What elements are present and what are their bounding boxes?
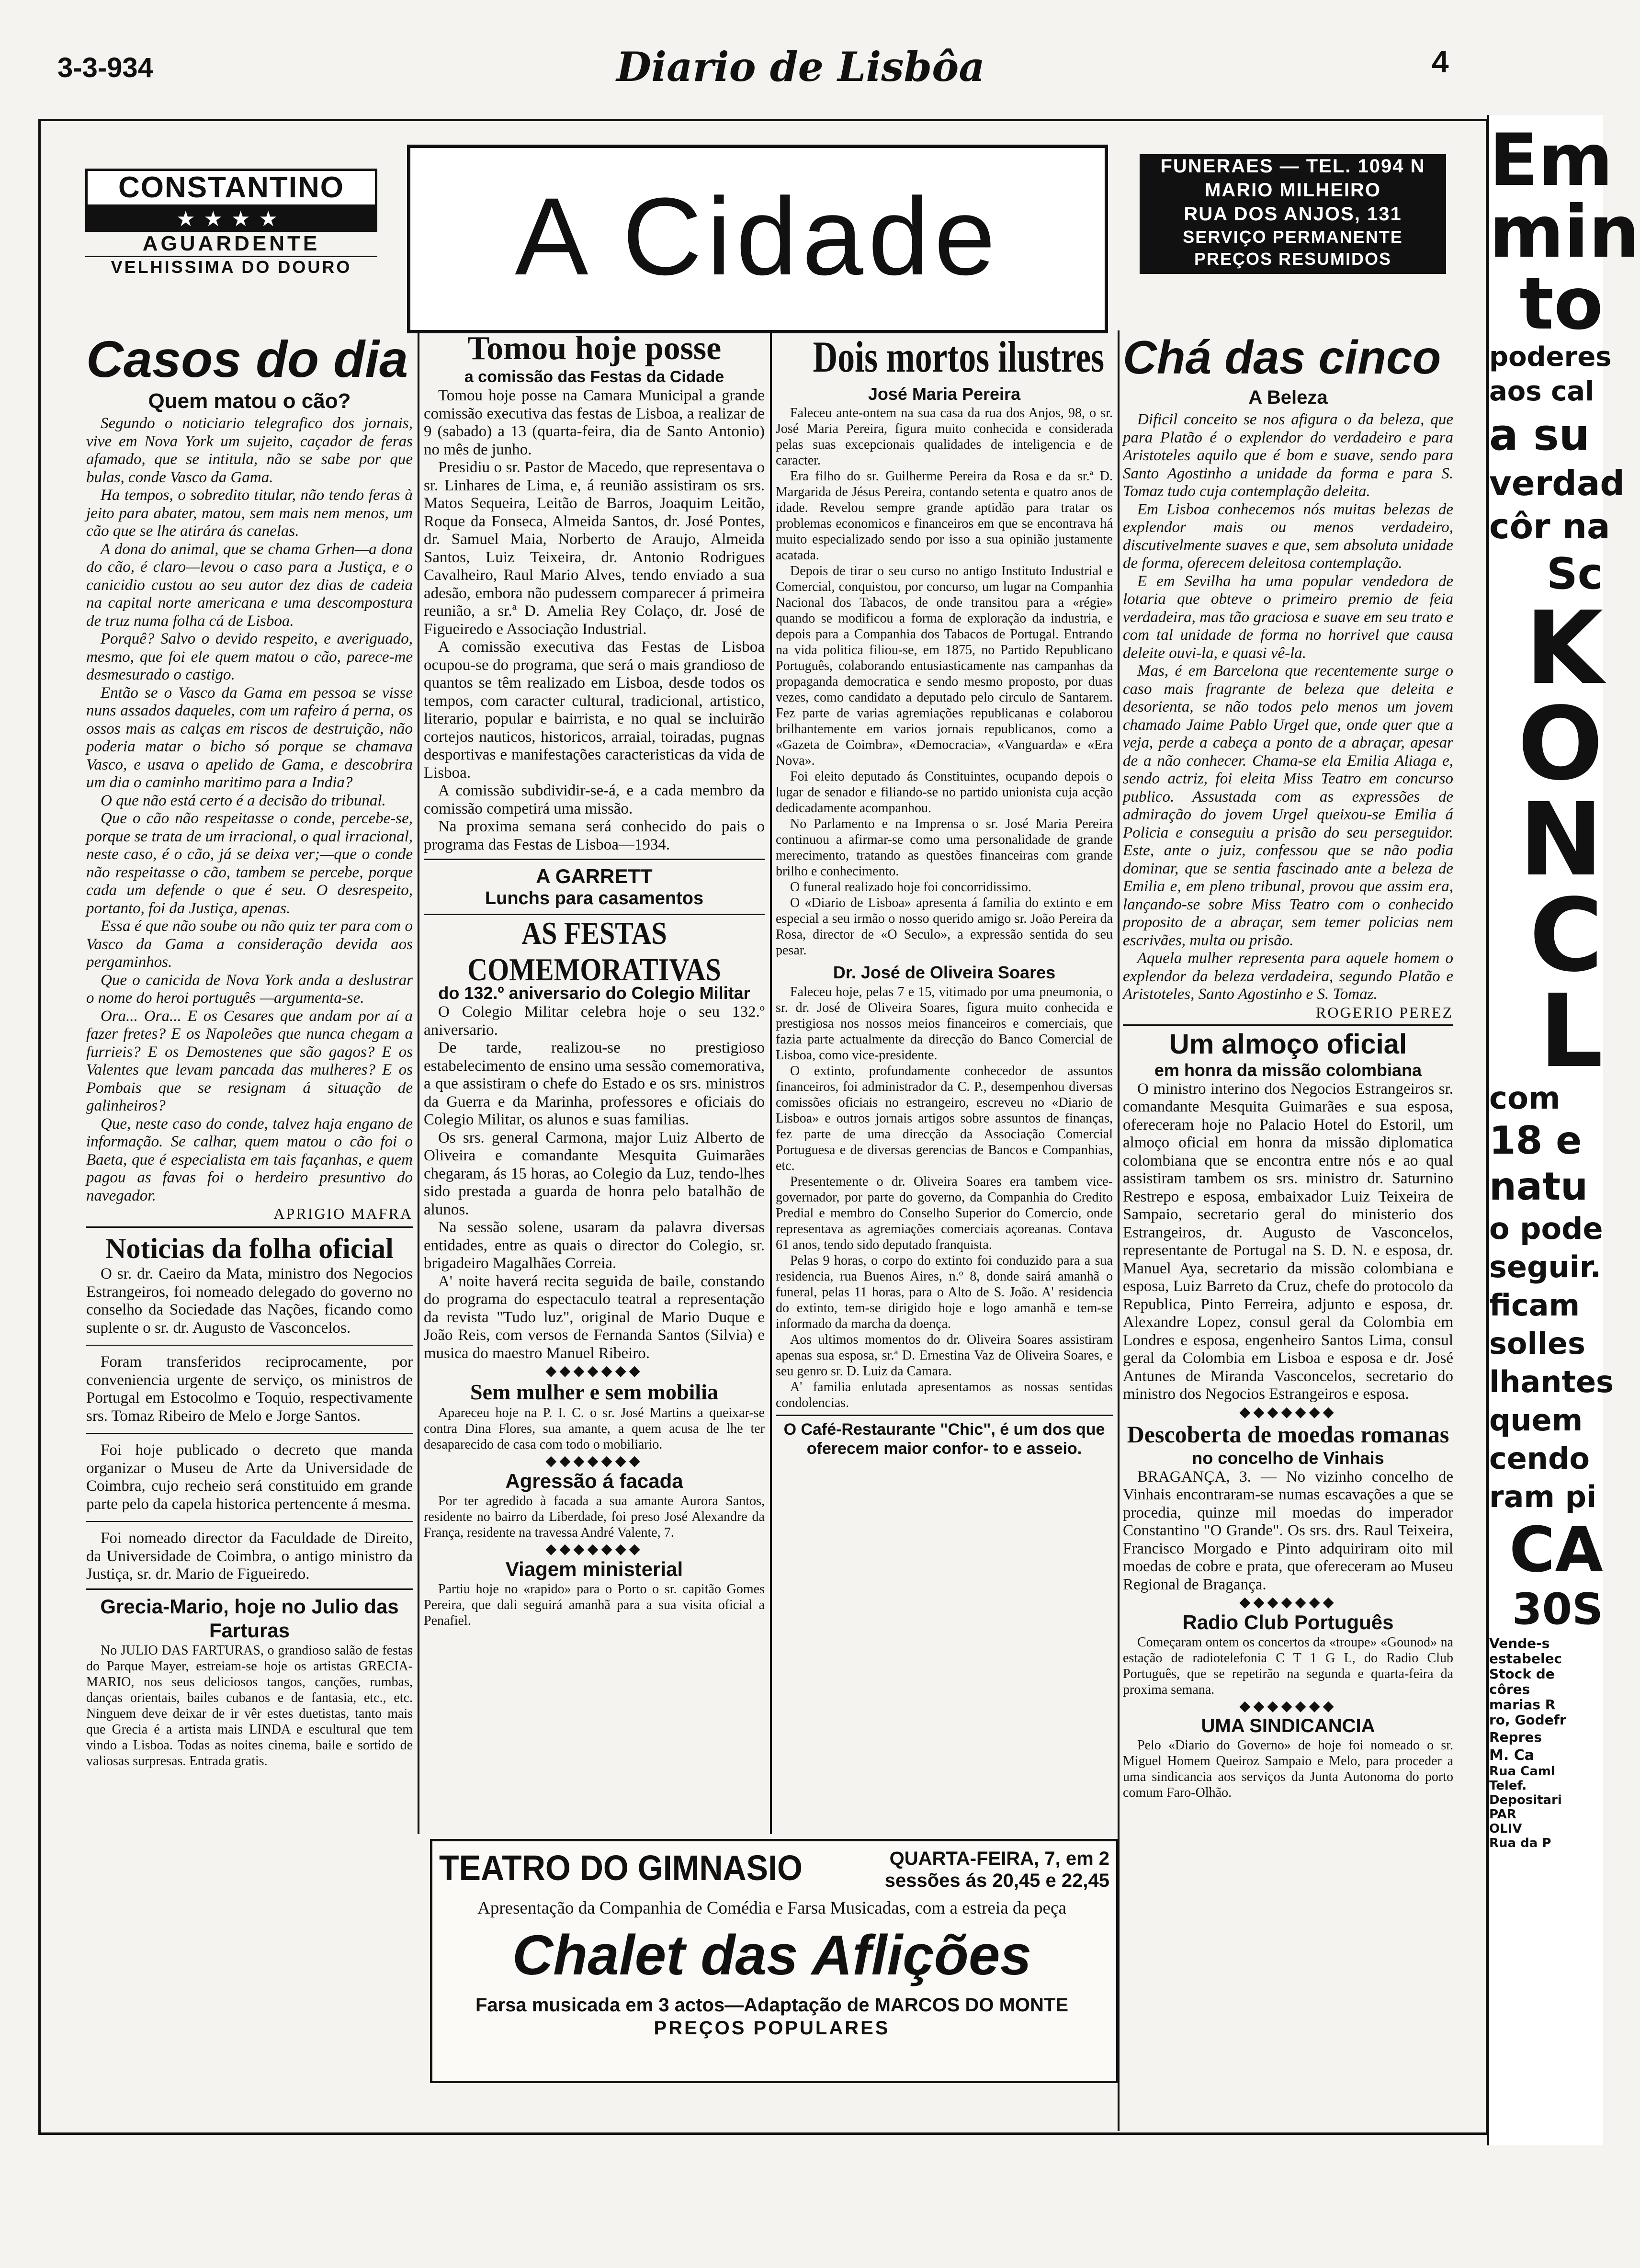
cut-word: L — [1539, 973, 1603, 1090]
divider — [86, 1521, 413, 1522]
soares-para-5: Aos ultimos momentos do dr. Oliveira Soares assistiram apenas sua esposa, sr.ª D. Ernestina Vaz de Oliveira Soares, e seu genro sr. D. Luiz da Camara. — [776, 1332, 1113, 1379]
cut-word: C — [1529, 877, 1603, 994]
cut-word: côres — [1489, 1681, 1530, 1697]
constantino-line1: AGUARDENTE — [142, 232, 320, 255]
soares-body — [776, 984, 1113, 1411]
almoco-body: O ministro interino dos Negocios Estrangeiros sr. comandante Mesquita Guimarães e sua esposa, ofereceram hoje no Palacio Hotel do Estoril, um almoço oficial em honra da missão diplomatica colombiana que se encontra entre nós e ao qual assistiram tambem os srs. ministro dr. Saturnino Restrepo e esposa, embaixador Luiz Teixeira de Sampaio, secretario geral do ministerio dos Estrangeiros, dr. Augusto de Vasconcelos, representante de Portugal na S. D. N. e esposa, dr. Manuel Aya, secretario da missão colombiana e esposa, Luiz Barreto da Cruz, chefe do protocolo da Republica, Pinto Ferreira, adjunto e esposa, dr. Alexandre Lopez, consul geral da Colombia em Londres e esposa, engenheiro Santos Lima, consul geral da Colombia em Lisboa e esposa e dr. José Antunes de Miranda Vasconcelos, secretario do ministro dos Negocios Estrangeiros e esposa. — [1123, 1080, 1453, 1403]
cut-word: verdad — [1489, 463, 1625, 503]
cut-word: to — [1519, 262, 1603, 346]
cut-word: ro, Godefr — [1489, 1712, 1566, 1728]
pereira-para-5: No Parlamento e na Imprensa o sr. José Maria Pereira continuou a afirmar-se como uma personalidade de grande merecimento, tratando as questões financeiras com grande brilho e conhecimento. — [776, 816, 1113, 879]
noticias-head: Noticias da folha oficial — [105, 1233, 394, 1264]
beleza-body — [1123, 411, 1453, 1004]
chic-ad: O Café-Restaurante "Chic", é um dos que oferecem maior confor- to e asseio. — [783, 1420, 1105, 1458]
ornament-divider: ◆◆◆◆◆◆◆ — [545, 1541, 643, 1557]
theatre-when-2: sessões ás 20,45 e 22,45 — [884, 1870, 1109, 1891]
sindicancia-head: UMA SINDICANCIA — [1201, 1715, 1375, 1736]
posse-para-5: Na proxima semana será conhecido do pais o programa das Festas de Lisboa—1934. — [424, 818, 765, 853]
section-banner-title: A Cidade — [515, 175, 1000, 298]
cut-word: 30S — [1512, 1584, 1603, 1634]
mobilia-head: Sem mulher e sem mobilia — [470, 1380, 718, 1404]
casos-para-7: Que o cão não respeitasse o conde, percebe-se, porque se trata de um irracional, o qual irracional, neste caso, é o cão, já se deixa ver;—que o conde não respeitasse o cão, tambem se percebe, porque cada um defende o que é seu. O desrespeito, portanto, foi da Justiça, apenas. — [86, 810, 413, 917]
viagem-head: Viagem ministerial — [505, 1558, 683, 1580]
cut-word: côr na — [1489, 506, 1610, 546]
column-rule-2 — [770, 330, 772, 1834]
festas-para-4: Na sessão solene, usaram da palavra diversas entidades, entre as quais o director do Colegio, sr. brigadeiro Magalhães Correia. — [424, 1219, 765, 1272]
festas-para-3: Os srs. general Carmona, major Luiz Alberto de Oliveira e comandante Mesquita Guimarães chegaram, ás 15 horas, ao Colegio da Luz, tendo-lhes sido prestada a guarda de honra pelo batalhão de alunos. — [424, 1129, 765, 1218]
viagem-body: Partiu hoje no «rapido» para o Porto o sr. capitão Gomes Pereira, que dali seguirá amanhã para a sua visita oficial a Penafiel. — [424, 1582, 765, 1628]
divider — [776, 1415, 1113, 1416]
column-mortos — [776, 330, 1113, 1834]
pereira-para-7: O «Diario de Lisboa» apresenta á familia do extinto e em especial a seu irmão o nosso querido amigo sr. João Pereira da Rosa, director de «O Seculo», a expressão sentida do seu pesar. — [776, 896, 1113, 958]
cut-word: quem — [1489, 1403, 1583, 1438]
garrett-head: A GARRETT — [536, 865, 653, 887]
column-festas — [424, 330, 765, 1834]
posse-head: Tomou hoje posse — [467, 330, 722, 367]
beleza-para-4: Mas, é em Barcelona que recentemente surge o caso mais fragrante de beleza que deleita e desorienta, se não todos pelo menos um jovem chamado Jaime Pablo Urgel que, onde quer que a veja, perde a cabeça a ponto de a abraçar, apesar de a não conhecer. Chama-se ela Emilia Aliaga e, sendo actriz, foi eleita Miss Teatro em concurso publico. Assustada com as expressões de admiração do jovem Urgel queixou-se Emilia á Policia e conseguiu a prisão do seu perseguidor. Este, ante o juiz, confessou que se não podia dominar, que se sentia fascinado ante a beleza de Emilia e, em pleno tribunal, provou que assim era, lançando-se sobre Miss Teatro com o conhecido proposito de a abraçar, sem temer policias nem escrivães, multa ou prisão. — [1123, 662, 1453, 949]
casos-para-3: A dona do animal, que se chama Grhen—a dona do cão, é claro—levou o caso para a Justiça, e o canicidio custou ao seu autor dez dias de cadeia na capital norte americana e uma descompostura de truz numa folha cá de Lisboa. — [86, 540, 413, 630]
pereira-sub: José Maria Pereira — [868, 384, 1021, 404]
cut-word: ficam — [1489, 1288, 1580, 1323]
cut-word: N — [1519, 781, 1603, 898]
moedas-head: Descoberta de moedas romanas — [1127, 1420, 1449, 1448]
funeraes-line-1: FUNERAES — TEL. 1094 N — [1160, 156, 1425, 177]
funeraes-line-2: MARIO MILHEIRO — [1205, 180, 1381, 201]
divider — [1123, 1024, 1453, 1026]
moedas-sub: no concelho de Vinhais — [1192, 1448, 1384, 1468]
beleza-sub: A Beleza — [1248, 387, 1328, 408]
cut-word: M. Ca — [1489, 1747, 1534, 1764]
festas-para-5: A' noite haverá recita seguida de baile, constando do programa do espectaculo teatral a representação da revista "Tudo luz", original de Mario Duque e João Reis, com versos de Fernanda Santos (Silvia) e musica do maestro Manuel Ribeiro. — [424, 1272, 765, 1362]
divider — [86, 1588, 413, 1590]
cut-word: Sc — [1546, 549, 1603, 599]
beleza-para-2: Em Lisboa conhecemos nós muitas belezas de explendor mais ou menos verdadeiro, discutivelmente suaves e que, sem absoluta unidade de forma, oferecem deleitosa contemplação. — [1123, 500, 1453, 572]
cut-word: Vende-s — [1489, 1635, 1550, 1651]
posse-para-3: A comissão executiva das Festas de Lisboa ocupou-se do programa, que será o mais grandioso de quantos se têm realizado em Lisboa, desde todos os tempos, com caracter cultural, tradicional, artistico, literario, popular e bairrista, e no qual se incluirão cortejos nauticos, historicos, arraial, toiradas, pugnas desportivas e manifestações caracteristicas da vida de Lisboa. — [424, 638, 765, 782]
casos-head: Casos do dia — [86, 330, 408, 388]
funeraes-line-4: SERVIÇO PERMANENTE — [1183, 227, 1403, 247]
theatre-ad — [430, 1839, 1119, 2083]
funeraes-line-3: RUA DOS ANJOS, 131 — [1184, 204, 1402, 225]
pereira-para-4: Foi eleito deputado ás Constituintes, ocupando depois o lugar de senador e filiando-se no partido unionista cuja acção dedicadamente acompanhou. — [776, 769, 1113, 816]
divider — [86, 1345, 413, 1346]
almoco-head: Um almoço oficial — [1169, 1028, 1407, 1060]
adjacent-page-strip — [1487, 115, 1640, 2145]
constantino-stars: ★★★★ — [85, 207, 377, 232]
column-cha-das-cinco — [1123, 330, 1453, 2121]
noticias-para-2: Foram transferidos reciprocamente, por conveniencia urgente de serviço, os ministros de Portugal em Estocolmo e Toquio, respectivamente srs. Tomaz Ribeiro de Melo e Jorge Santos. — [86, 1353, 413, 1425]
cha-head: Chá das cinco — [1123, 331, 1441, 384]
casos-para-8: Essa é que não soube ou não quiz ter para com o Vasco da Gama a consideração devida aos pergaminhos. — [86, 918, 413, 971]
cut-word: poderes — [1489, 341, 1612, 373]
cut-word: a su — [1489, 410, 1590, 460]
festas-head: AS FESTAS COMEMORATIVAS — [467, 915, 721, 987]
festas-body — [424, 1003, 765, 1362]
theatre-line: Apresentação da Companhia de Comédia e Farsa Musicadas, com a estreia da peça — [477, 1898, 1066, 1918]
constantino-line2: VELHISSIMA DO DOURO — [85, 256, 377, 277]
beleza-para-5: Aquela mulher representa para aquele homem o explendor da beleza verdadeira, segundo Platão e Aristoteles, Santo Agostinho e S. Tomaz. — [1123, 950, 1453, 1003]
ornament-divider: ◆◆◆◆◆◆◆ — [545, 1453, 643, 1469]
posse-sub: a comissão das Festas da Cidade — [464, 368, 724, 386]
page-number: 4 — [1432, 45, 1449, 79]
ornament-divider: ◆◆◆◆◆◆◆ — [1239, 1594, 1337, 1610]
cut-word: K — [1525, 590, 1603, 707]
noticias-body — [86, 1265, 413, 1584]
cut-word: Em — [1489, 119, 1613, 202]
pereira-para-6: O funeral realizado hoje foi concorridissimo. — [790, 880, 1031, 895]
casos-para-11: Que, neste caso do conde, talvez haja engano de informação. Se calhar, quem matou o cão foi o Baeta, que é especialista em tais façanhas, e quem pagou as favas foi o herdeiro presuntivo do navegador. — [86, 1115, 413, 1204]
constantino-brand: CONSTANTINO — [85, 169, 377, 207]
cut-word: Rua Caml — [1489, 1764, 1555, 1779]
section-banner — [407, 145, 1108, 333]
casos-para-5: Então se o Vasco da Gama em pessoa se visse nuns assados daqueles, com um rafeiro á perna, os ossos mais as calças em riscos de destruição, não poderia matar o bicho só porque se chamava Vasco, e usava o apelido de Gama, e descobrira um dia o caminho maritimo para a India? — [86, 684, 413, 791]
soares-para-2: O extinto, profundamente conhecedor de assuntos financeiros, foi administrador da C. P., desempenhou diversas comissões oficiais no estrangeiro, escreveu no «Diario de Lisboa» e outros jornais artigos sobre assuntos de finanças, fez parte de uma direcção da Associação Comercial Portuguesa e de diversas gerencias de Bancos e Companhias, etc. — [776, 1064, 1113, 1173]
cut-word: o pode — [1489, 1211, 1603, 1246]
festas-para-1: O Colegio Militar celebra hoje o seu 132.º aniversario. — [424, 1003, 765, 1039]
cut-word: seguir. — [1489, 1249, 1602, 1284]
soares-para-6: A' familia enlutada apresentamos as nossas sentidas condolencias. — [776, 1380, 1113, 1410]
pereira-para-1: Faleceu ante-ontem na sua casa da rua dos Anjos, 98, o sr. José Maria Pereira, figura muito conhecida e considerada pelas suas excepcionais qualidades de inteligencia e de caracter. — [776, 406, 1113, 468]
facada-head: Agressão á facada — [505, 1470, 683, 1492]
casos-para-2: Ha tempos, o sobredito titular, não tendo feras à jeito para abater, matou, sem mais nem menos, um cão que se lhe atirára ás canelas. — [86, 487, 413, 540]
sindicancia-body: Pelo «Diario do Governo» de hoje foi nomeado o sr. Miguel Homem Queiroz Sampaio e Melo, para proceder a uma sindicancia aos serviços da Junta Autonoma do porto comum Faro-Olhão. — [1123, 1738, 1453, 1800]
posse-para-1: Tomou hoje posse na Camara Municipal a grande comissão executiva das festas de Lisboa, a realizar de 9 (sabado) a 13 (quarta-feira, dia de Santo Antonio) no mês de junho. — [424, 387, 765, 458]
divider — [424, 859, 765, 860]
casos-body — [86, 415, 413, 1205]
cut-word: OLIV — [1489, 1822, 1522, 1836]
newspaper-title: Diario de Lisbôa — [616, 43, 985, 91]
theatre-prices: PREÇOS POPULARES — [654, 2018, 890, 2039]
grecia-head: Grecia-Mario, hoje no Julio das Farturas — [100, 1595, 399, 1642]
beleza-para-1: Dificil conceito se nos afigura o da beleza, que para Platão é o explendor do verdadeiro e para Aristoteles aquilo que é bom e suave, sendo para Santo Agostinho a unidade da forma e para S. Tomaz tudo cuja contemplação deleita. — [1123, 411, 1453, 500]
divider — [86, 1433, 413, 1434]
radio-head: Radio Club Português — [1182, 1611, 1394, 1633]
constantino-ad — [85, 169, 377, 279]
cut-word: ram pi — [1489, 1479, 1597, 1514]
posse-para-2: Presidiu o sr. Pastor de Macedo, que representava o sr. Linhares de Lima, e, á reunião assistiram os srs. Matos Sequeira, Leitão de Barros, Joaquim Leitão, Roque da Fonseca, Almeida Santos, dr. José Pontes, dr. Samuel Maia, Norberto de Araujo, Almeida Santos, Luiz Teixeira, dr. Antonio Rodrigues Cavalheiro, Raul Mario Alves, tendo enviado a sua adesão, embora não pudessem comparecer á primeira reunião, a sr.ª D. Amelia Rey Colaço, dr. José de Figueiredo e Associação Industrial. — [424, 459, 765, 638]
soares-sub: Dr. José de Oliveira Soares — [833, 963, 1056, 982]
casos-para-1: Segundo o noticiario telegrafico dos jornais, vive em Nova York um sujeito, caçador de feras afamado, que se intitula, não se sabe por que bulas, conde Vasco da Gama. — [86, 415, 413, 486]
soares-para-1: Faleceu hoje, pelas 7 e 15, vitimado por uma pneumonia, o sr. dr. José de Oliveira Soares, figura muito conhecida e prestigiosa nos nossos meios financeiros e comerciais, que fazia parte actualmente da direcção do Banco Comercial de Lisboa, como vice-presidente. — [776, 985, 1113, 1063]
cut-word: PAR — [1489, 1807, 1516, 1822]
theatre-desc: Farsa musicada em 3 actos—Adaptação de MARCOS DO MONTE — [475, 1995, 1069, 2016]
theatre-play: Chalet das Aflições — [512, 1924, 1032, 1987]
casos-para-9: Que o canicida de Nova York anda a deslustrar o nome do heroi português —argumenta-se. — [86, 971, 413, 1007]
casos-sub: Quem matou o cão? — [148, 389, 351, 413]
garrett-sub: Lunchs para casamentos — [485, 888, 704, 908]
divider — [86, 1226, 413, 1228]
casos-signature: APRIGIO MAFRA — [273, 1205, 413, 1222]
noticias-para-3: Foi hoje publicado o decreto que manda organizar o Museu de Arte da Universidade de Coimbra, cujo recheio será constituido em grande parte pelo da capela historica pertencente á mesma. — [86, 1441, 413, 1513]
funeraes-ad — [1140, 154, 1446, 274]
posse-para-4: A comissão subdividir-se-á, e a cada membro da comissão competirá uma missão. — [424, 782, 765, 817]
column-casos-do-dia — [86, 330, 413, 2121]
ornament-divider: ◆◆◆◆◆◆◆ — [1239, 1698, 1337, 1714]
cut-word: com — [1489, 1081, 1561, 1116]
festas-para-2: De tarde, realizou-se no prestigioso estabelecimento de ensino uma sessão comemorativa, a que assistiram o chefe do Estado e os srs. ministros da Guerra e da Marinha, professores e oficiais do Colegio Militar, os alunos e suas familias. — [424, 1039, 765, 1128]
casos-para-10: Ora... Ora... E os Cesares que andam por aí a fazer fretes? E os Napoleões que nunca chegam a furrieis? E os Demostenes que são gagos? E os Valentes que levam pancada das mulheres? E os Pombais que se resignam á situação de galinheiros? — [86, 1007, 413, 1114]
cut-word: cendo — [1489, 1441, 1590, 1476]
cut-word: estabelec — [1489, 1651, 1562, 1667]
casos-para-6: O que não está certo é a decisão do tribunal. — [101, 792, 386, 809]
issue-date: 3-3-934 — [57, 52, 153, 83]
cut-word: Depositari — [1489, 1793, 1562, 1807]
column-rule-1 — [418, 330, 419, 1834]
cut-word: Telef. — [1489, 1779, 1527, 1793]
grecia-body: No JULIO DAS FARTURAS, o grandioso salão de festas do Parque Mayer, estreiam-se hoje os artistas GRECIA-MARIO, nos seus deliciosos tangos, canções, rumbas, danças orientais, bailes cubanos e de fantasia, etc., etc. Ninguem deve deixar de ir vêr estes duetistas, tanto mais que Grecia é a artista mais LINDA e escultural que tem vindo a Lisboa. Todas as noites cinema, baile e sortido de valiosas surpresas. Entrada gratis. — [86, 1643, 413, 1769]
noticias-para-1: O sr. dr. Caeiro da Mata, ministro dos Negocios Estrangeiros, foi nomeado delegado do governo no conselho da Sociedade das Nações, ficando como suplente o sr. dr. Augusto de Vasconcelos. — [86, 1265, 413, 1337]
theatre-when-1: QUARTA-FEIRA, 7, em 2 — [889, 1848, 1109, 1869]
radio-body: Começaram ontem os concertos da «troupe» «Gounod» na estação de radiotelefonia C T 1 G L, do Radio Club Português, que se repetirão na segunda e quarta-feira da proxima semana. — [1123, 1635, 1453, 1697]
cut-word: aos cal — [1489, 376, 1595, 407]
theatre-name: TEATRO DO GIMNASIO — [439, 1848, 803, 1888]
cut-word: CA — [1509, 1513, 1603, 1586]
ornament-divider: ◆◆◆◆◆◆◆ — [1239, 1404, 1337, 1420]
cut-word: Rua da P — [1489, 1836, 1551, 1850]
ornament-divider: ◆◆◆◆◆◆◆ — [545, 1363, 643, 1379]
soares-para-3: Presentemente o dr. Oliveira Soares era tambem vice-governador, por parte do governo, da Companhia do Credito Predial e membro do Conselho Superior do Comercio, onde representava as agremiações comerciais açoreanas. Contava 61 anos, tendo sido deputado franquista. — [776, 1174, 1113, 1252]
cut-word: Stock de — [1489, 1666, 1555, 1682]
pereira-para-3: Depois de tirar o seu curso no antigo Instituto Industrial e Comercial, conquistou, por concurso, um lugar na Companhia Nacional dos Tabacos, de onde transitou para a «régie» quando se modificou a forma de exploração da industria, e depois para a Companhia dos Tabacos de Portugal. Entrando na vida politica filiou-se, em 1875, no Partido Republicano Português, colaborando entusiasticamente nas campanhas da propaganda democratica e sendo mesmo proposto, por duas vezes, como candidato a deputado pelo circulo de Santarem. Fez parte de varias agremiações republicanas e colaborou brilhantemente em varios jornais republicanos, como a «Gazeta de Coimbra», «Democracia», «Vanguarda» e «Era Nova». — [776, 564, 1113, 768]
casos-para-4: Porquê? Salvo o devido respeito, e averiguado, mesmo, que foi ele quem matou o cão, parece-me desmesurado o castigo. — [86, 630, 413, 683]
cut-word: Repres — [1489, 1729, 1542, 1745]
mortos-head: Dois mortos ilustres — [813, 332, 1105, 381]
almoco-sub: em honra da missão colombiana — [1154, 1060, 1422, 1080]
beleza-signature: ROGERIO PEREZ — [1316, 1003, 1453, 1021]
pereira-body — [776, 405, 1113, 958]
funeraes-line-5: PREÇOS RESUMIDOS — [1194, 249, 1392, 269]
posse-body — [424, 387, 765, 854]
cut-word: O — [1517, 685, 1603, 803]
festas-sub: do 132.º aniversario do Colegio Militar — [438, 983, 750, 1003]
noticias-para-4: Foi nomeado director da Faculdade de Direito, da Universidade de Coimbra, o antigo ministro da Justiça, sr. dr. Mario de Figueiredo. — [86, 1530, 413, 1583]
pereira-para-2: Era filho do sr. Guilherme Pereira da Rosa e da sr.ª D. Margarida de Jésus Pereira, contando setenta e quatro anos de idade. Revelou sempre grande aptidão para tratar os problemas economicos e financeiros em que se encontrava há muito especializado sendo por isso a sua opinião justamente acatada. — [776, 469, 1113, 563]
moedas-body: BRAGANÇA, 3. — No vizinho concelho de Vinhais encontraram-se numas escavações a que se procedia, quinze mil moedas do imperador Constantino "O Grande". Os srs. drs. Raul Teixeira, Francisco Morgado e Pinto adquiriram oito mil moedas de cobre e prata, que ofereceram ao Museu Regional de Bragança. — [1123, 1468, 1453, 1593]
cut-word: natu — [1489, 1164, 1588, 1209]
cut-word: marias R — [1489, 1697, 1556, 1712]
cut-word: solles — [1489, 1326, 1585, 1361]
cut-word: lhantes — [1489, 1364, 1614, 1399]
facada-body: Por ter agredido à facada a sua amante Aurora Santos, residente no bairro da Liberdade, foi preso José Alexandre da França, residente na travessa André Valente, 7. — [424, 1494, 765, 1540]
beleza-para-3: E em Sevilha ha uma popular vendedora de lotaria que obteve o primeiro premio de feia verdadeira, mas tão graciosa e suave em seu trato e com tal unidade de forma no horrivel que causa deleite ouvi-la, e quasi vê-la. — [1123, 572, 1453, 662]
cut-word: 18 e — [1489, 1118, 1582, 1163]
soares-para-4: Pelas 9 horas, o corpo do extinto foi conduzido para a sua residencia, rua Buenos Aires, n.º 8, donde sairá amanhã o funeral, pelas 11 horas, para o Alto de S. João. A' residencia do extinto, tem-se dirigido hoje e logo amanhã e tem-se informado da marcha da doença. — [776, 1253, 1113, 1331]
cut-word: min — [1489, 191, 1640, 274]
mobilia-body: Apareceu hoje na P. I. C. o sr. José Martins a queixar-se contra Dina Flores, sua amante, a quem acusa de lhe ter desaparecido de casa com todo o mobiliario. — [424, 1406, 765, 1452]
